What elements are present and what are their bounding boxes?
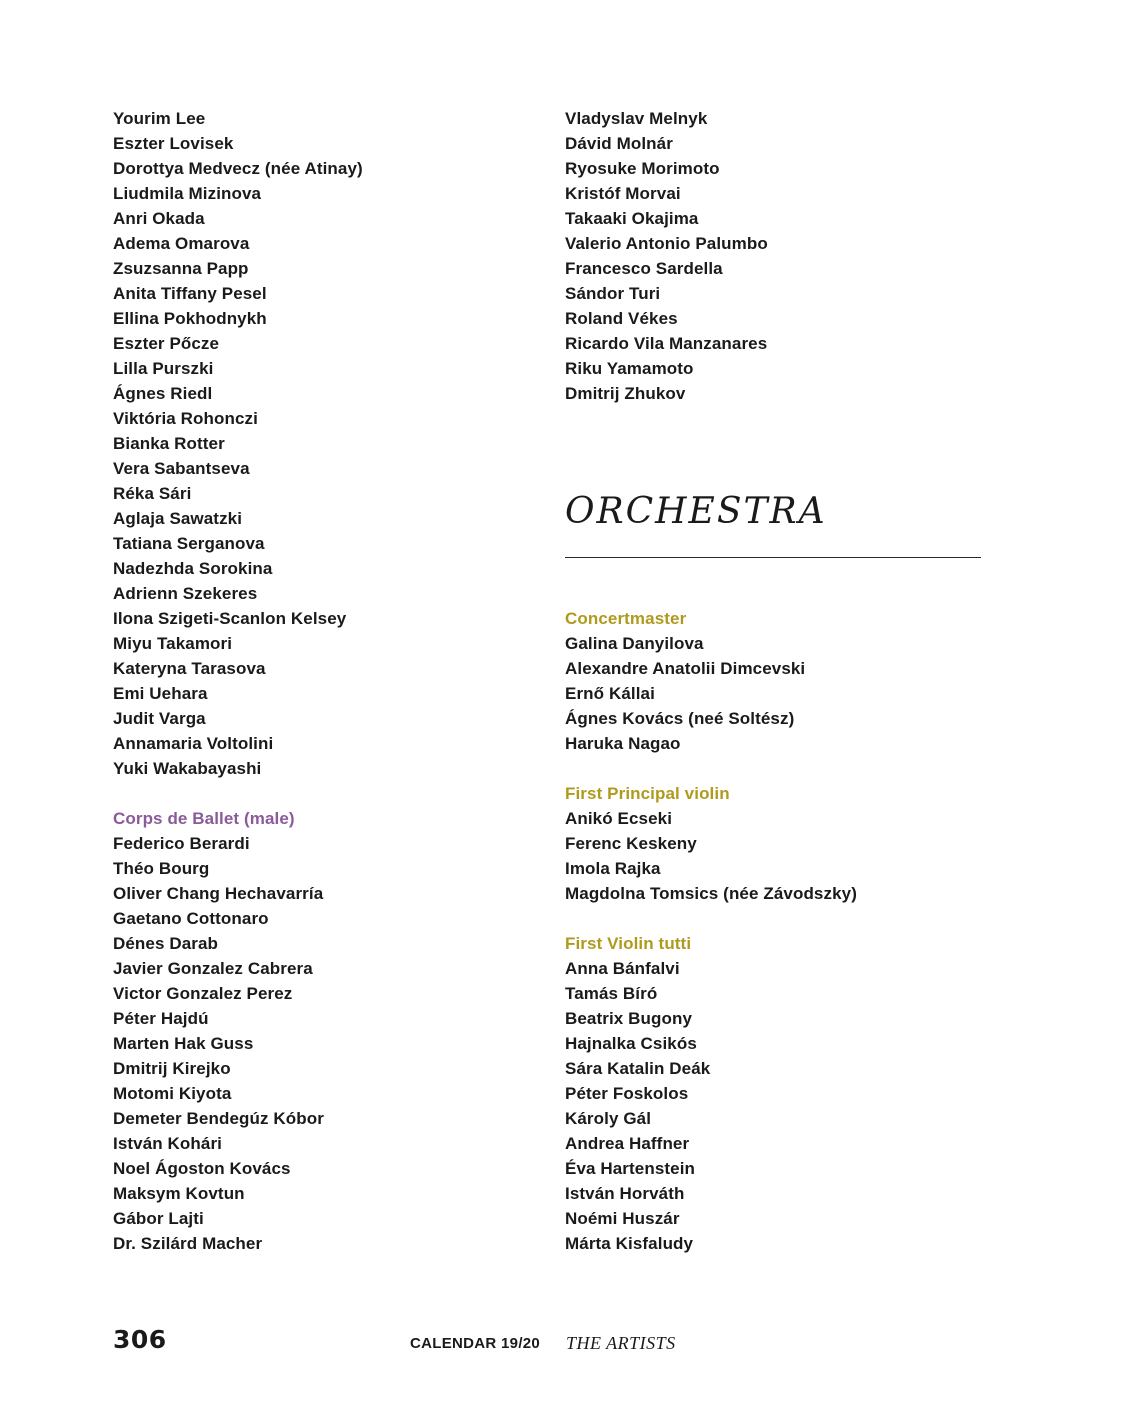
name-entry: Haruka Nagao [565, 734, 681, 753]
name-entry: Judit Varga [113, 709, 206, 728]
name-entry: Ricardo Vila Manzanares [565, 334, 768, 353]
spacer [565, 906, 995, 931]
name-entry: Aglaja Sawatzki [113, 509, 243, 528]
name-entry: Ryosuke Morimoto [565, 159, 720, 178]
male-names-continued-list [565, 106, 995, 406]
spacer [113, 781, 533, 806]
name-entry: Andrea Haffner [565, 1134, 690, 1153]
name-entry: Dávid Molnár [565, 134, 673, 153]
name-entry: Emi Uehara [113, 684, 208, 703]
name-entry: Adema Omarova [113, 234, 250, 253]
name-entry: Valerio Antonio Palumbo [565, 234, 768, 253]
first-violin-tutti-heading: First Violin tutti [565, 934, 692, 953]
right-column-top [565, 106, 995, 406]
name-entry: Ferenc Keskeny [565, 834, 697, 853]
name-entry: Nadezhda Sorokina [113, 559, 273, 578]
name-entry: Tatiana Serganova [113, 534, 265, 553]
name-entry: Sándor Turi [565, 284, 661, 303]
name-entry: Miyu Takamori [113, 634, 233, 653]
name-entry: Kristóf Morvai [565, 184, 681, 203]
section-divider [565, 557, 981, 558]
name-entry: Zsuzsanna Papp [113, 259, 249, 278]
name-entry: Galina Danyilova [565, 634, 704, 653]
footer-section-name: THE ARTISTS [566, 1333, 676, 1353]
name-entry: Gábor Lajti [113, 1209, 204, 1228]
name-entry: Maksym Kovtun [113, 1184, 245, 1203]
concertmaster-heading: Concertmaster [565, 609, 687, 628]
page-number: 306 [113, 1325, 167, 1354]
name-entry: Magdolna Tomsics (née Závodszky) [565, 884, 857, 903]
name-entry: Réka Sári [113, 484, 192, 503]
concertmaster-list [565, 631, 995, 756]
name-entry: Adrienn Szekeres [113, 584, 258, 603]
first-principal-violin-heading: First Principal violin [565, 784, 730, 803]
name-entry: Hajnalka Csikós [565, 1034, 697, 1053]
name-entry: Dénes Darab [113, 934, 219, 953]
corps-de-ballet-male-heading: Corps de Ballet (male) [113, 809, 295, 828]
name-entry: Noel Ágoston Kovács [113, 1159, 291, 1178]
female-names-list [113, 106, 533, 781]
name-entry: Yuki Wakabayashi [113, 759, 262, 778]
name-entry: Anikó Ecseki [565, 809, 673, 828]
name-entry: Bianka Rotter [113, 434, 225, 453]
name-entry: Beatrix Bugony [565, 1009, 693, 1028]
name-entry: Anri Okada [113, 209, 205, 228]
name-entry: Kateryna Tarasova [113, 659, 266, 678]
name-entry: Takaaki Okajima [565, 209, 699, 228]
name-entry: Yourim Lee [113, 109, 206, 128]
name-entry: Dr. Szilárd Macher [113, 1234, 263, 1253]
name-entry: Ernő Kállai [565, 684, 655, 703]
name-entry: Francesco Sardella [565, 259, 723, 278]
name-entry: Oliver Chang Hechavarría [113, 884, 324, 903]
orchestra-section-title: ORCHESTRA [565, 491, 827, 532]
name-entry: Annamaria Voltolini [113, 734, 274, 753]
name-entry: Vladyslav Melnyk [565, 109, 708, 128]
name-entry: Dmitrij Kirejko [113, 1059, 231, 1078]
first-principal-violin-list [565, 806, 995, 906]
name-entry: István Kohári [113, 1134, 222, 1153]
name-entry: Eszter Pőcze [113, 334, 220, 353]
left-column [113, 106, 533, 1256]
name-entry: Sára Katalin Deák [565, 1059, 711, 1078]
name-entry: Marten Hak Guss [113, 1034, 254, 1053]
name-entry: Vera Sabantseva [113, 459, 250, 478]
name-entry: Márta Kisfaludy [565, 1234, 694, 1253]
name-entry: Tamás Bíró [565, 984, 658, 1003]
name-entry: Péter Foskolos [565, 1084, 689, 1103]
name-entry: Liudmila Mizinova [113, 184, 262, 203]
name-entry: Victor Gonzalez Perez [113, 984, 293, 1003]
name-entry: Roland Vékes [565, 309, 678, 328]
name-entry: Károly Gál [565, 1109, 652, 1128]
name-entry: Ágnes Kovács (neé Soltész) [565, 709, 795, 728]
name-entry: István Horváth [565, 1184, 685, 1203]
name-entry: Motomi Kiyota [113, 1084, 232, 1103]
name-entry: Théo Bourg [113, 859, 210, 878]
name-entry: Alexandre Anatolii Dimcevski [565, 659, 806, 678]
spacer [565, 756, 995, 781]
name-entry: Noémi Huszár [565, 1209, 680, 1228]
name-entry: Javier Gonzalez Cabrera [113, 959, 313, 978]
name-entry: Anita Tiffany Pesel [113, 284, 267, 303]
name-entry: Anna Bánfalvi [565, 959, 680, 978]
orchestra-column [565, 606, 995, 1256]
name-entry: Ilona Szigeti-Scanlon Kelsey [113, 609, 347, 628]
name-entry: Dmitrij Zhukov [565, 384, 686, 403]
name-entry: Demeter Bendegúz Kóbor [113, 1109, 324, 1128]
footer-calendar: CALENDAR 19/20 [410, 1335, 541, 1352]
name-entry: Federico Berardi [113, 834, 250, 853]
name-entry: Ágnes Riedl [113, 384, 213, 403]
name-entry: Riku Yamamoto [565, 359, 694, 378]
name-entry: Viktória Rohonczi [113, 409, 258, 428]
name-entry: Imola Rajka [565, 859, 661, 878]
name-entry: Éva Hartenstein [565, 1159, 695, 1178]
name-entry: Dorottya Medvecz (née Atinay) [113, 159, 363, 178]
male-names-list [113, 831, 533, 1256]
name-entry: Ellina Pokhodnykh [113, 309, 267, 328]
name-entry: Péter Hajdú [113, 1009, 209, 1028]
name-entry: Lilla Purszki [113, 359, 214, 378]
name-entry: Eszter Lovisek [113, 134, 234, 153]
name-entry: Gaetano Cottonaro [113, 909, 269, 928]
first-violin-tutti-list [565, 956, 995, 1256]
